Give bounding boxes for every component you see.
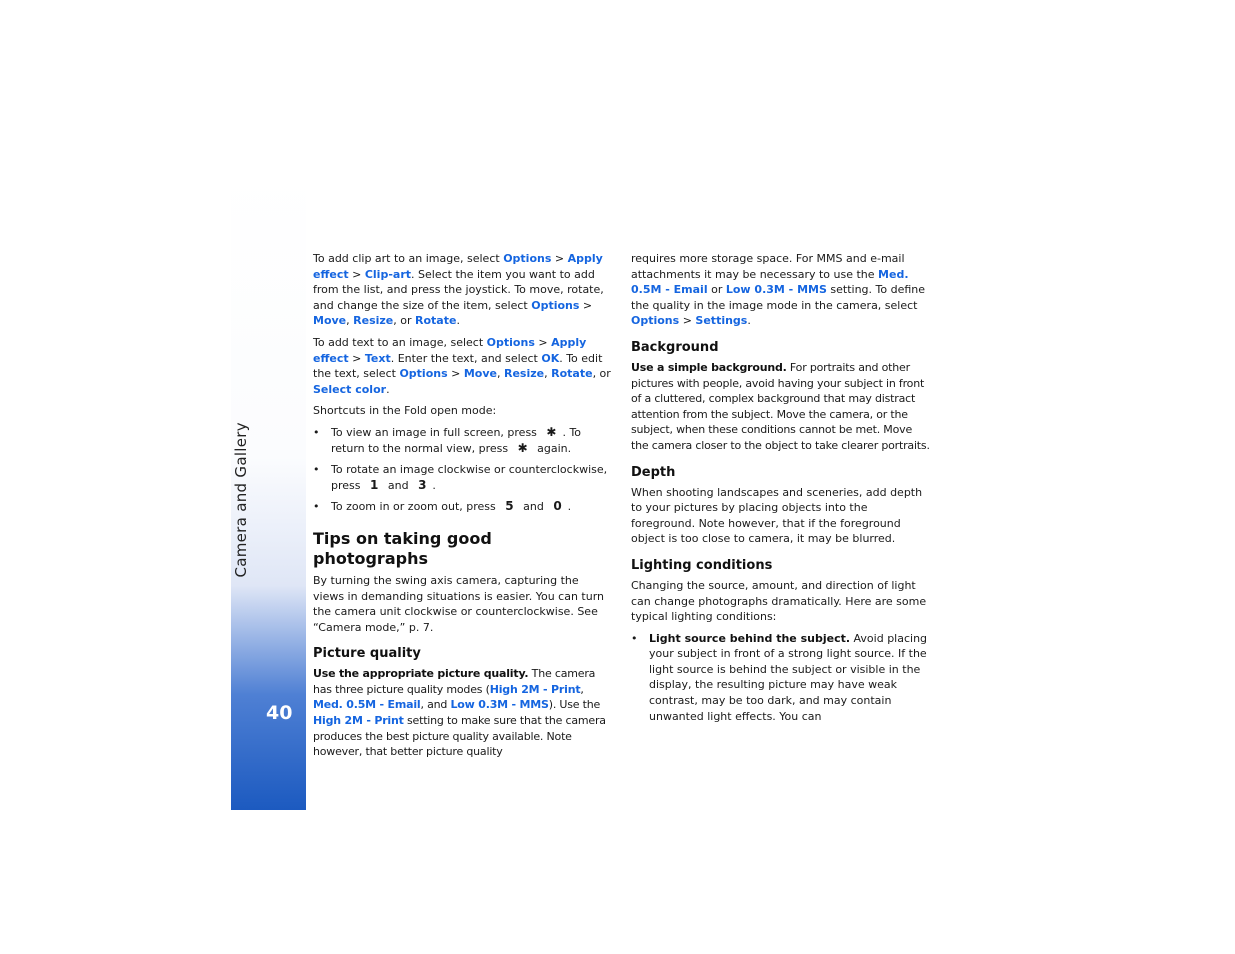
right-column <box>631 251 930 730</box>
tips-heading: Tips on taking good photographs <box>313 528 492 568</box>
link-low-03m-mms: Low 0.3M - MMS <box>725 283 827 297</box>
clip-art-paragraph: To add clip art to an image, select Options > Apply effect > Clip-art. Select the item you want to add from the list, and press the joystick. To move, rotate, and change the size of the item, select Options > Move, Resize, or Rotate. <box>313 252 604 328</box>
link-clip-art: Clip-art <box>364 267 412 281</box>
key-0-icon: 0 <box>553 499 562 514</box>
link-rotate: Rotate <box>551 367 593 381</box>
key-1-icon: 1 <box>370 477 379 492</box>
link-options: Options <box>531 298 580 312</box>
lighting-paragraph: Changing the source, amount, and direction of light can change photographs dramatically. Here are some typical lighting conditions: <box>631 578 927 624</box>
link-options: Options <box>486 335 535 349</box>
link-apply-effect: Apply effect <box>313 252 603 281</box>
link-options: Options <box>503 252 552 265</box>
link-rotate: Rotate <box>415 314 457 328</box>
background-heading: Background <box>631 339 719 355</box>
link-ok: OK <box>541 351 560 365</box>
link-settings: Settings <box>695 314 748 328</box>
key-5-icon: 5 <box>505 499 514 514</box>
link-options: Options <box>631 314 680 328</box>
sidebar-tab <box>231 169 306 810</box>
tips-intro: By turning the swing axis camera, capturing the views in demanding situations is easier. You can turn the camera unit clockwise or counterclockwise. See “Camera mode,” p. 7. <box>313 573 605 634</box>
background-paragraph: Use a simple background. For portraits and other pictures with people, avoid having your subject in front of a cluttered, complex background that may distract attention from the subject. Move the camera, or the subject, when these conditions cannot be met. Move the camera closer to the object to take clearer portraits. <box>631 360 930 452</box>
list-item: • Light source behind the subject. Avoid placing your subject in front of a strong light source. If the light source is behind the subject or visible in the display, the resulting picture may have weak contrast, may be too dark, and may contain unwanted light effects. You can <box>631 631 930 725</box>
quality-continued-paragraph: requires more storage space. For MMS and e-mail attachments it may be necessary to use the Med. 0.5M - Email or Low 0.3M - MMS setting. To define the quality in the image mode in the camera, select Options > Settings. <box>631 252 926 328</box>
link-apply-effect: Apply effect <box>313 335 587 365</box>
link-resize: Resize <box>504 367 545 381</box>
star-key-icon: ✱ <box>546 424 557 439</box>
link-med-05m-email: Med. 0.5M - Email <box>631 267 909 297</box>
lighting-heading: Lighting conditions <box>631 557 773 573</box>
shortcuts-list <box>313 425 611 515</box>
picture-quality-paragraph: Use the appropriate picture quality. The camera has three picture quality modes (High 2M - Print, Med. 0.5M - Email, and Low 0.3M - MMS). Use the High 2M - Print setting to make sure that the camera produces the best picture quality available. Note however, that better picture quality <box>313 667 606 759</box>
picture-quality-heading: Picture quality <box>313 646 421 662</box>
list-item: • To view an image in full screen, press ✱ . To return to the normal view, press ✱ again. <box>313 425 611 456</box>
link-high-2m-print: High 2M - Print <box>313 714 404 728</box>
link-resize: Resize <box>353 314 394 328</box>
link-text: Text <box>364 351 391 365</box>
page-number: 40 <box>266 702 293 724</box>
left-column <box>313 251 611 766</box>
link-move: Move <box>313 314 347 328</box>
add-text-paragraph: To add text to an image, select Options > Apply effect > Text. Enter the text, and select OK. To edit the text, select Options > Move, Resize, Rotate, or Select color. <box>313 335 611 396</box>
list-item: • To rotate an image clockwise or counterclockwise, press 1 and 3 . <box>313 462 611 493</box>
key-3-icon: 3 <box>418 477 427 492</box>
link-low-03m-mms: Low 0.3M - MMS <box>450 698 549 712</box>
link-high-2m-print: High 2M - Print <box>489 682 581 696</box>
star-key-icon: ✱ <box>517 440 528 455</box>
section-title: Camera and Gallery <box>232 422 251 578</box>
link-med-05m-email: Med. 0.5M - Email <box>313 698 421 712</box>
link-select-color: Select color <box>313 382 387 396</box>
depth-heading: Depth <box>631 464 676 480</box>
list-item: • To zoom in or zoom out, press 5 and 0 . <box>313 499 611 515</box>
shortcuts-intro: Shortcuts in the Fold open mode: <box>313 404 497 418</box>
lighting-list <box>631 631 930 725</box>
depth-paragraph: When shooting landscapes and sceneries, add depth to your pictures by placing objects into the foreground. Note however, that if the foreground object is too close to camera, it may be blurred. <box>631 485 923 546</box>
link-options: Options <box>399 367 448 381</box>
link-move: Move <box>463 367 497 381</box>
